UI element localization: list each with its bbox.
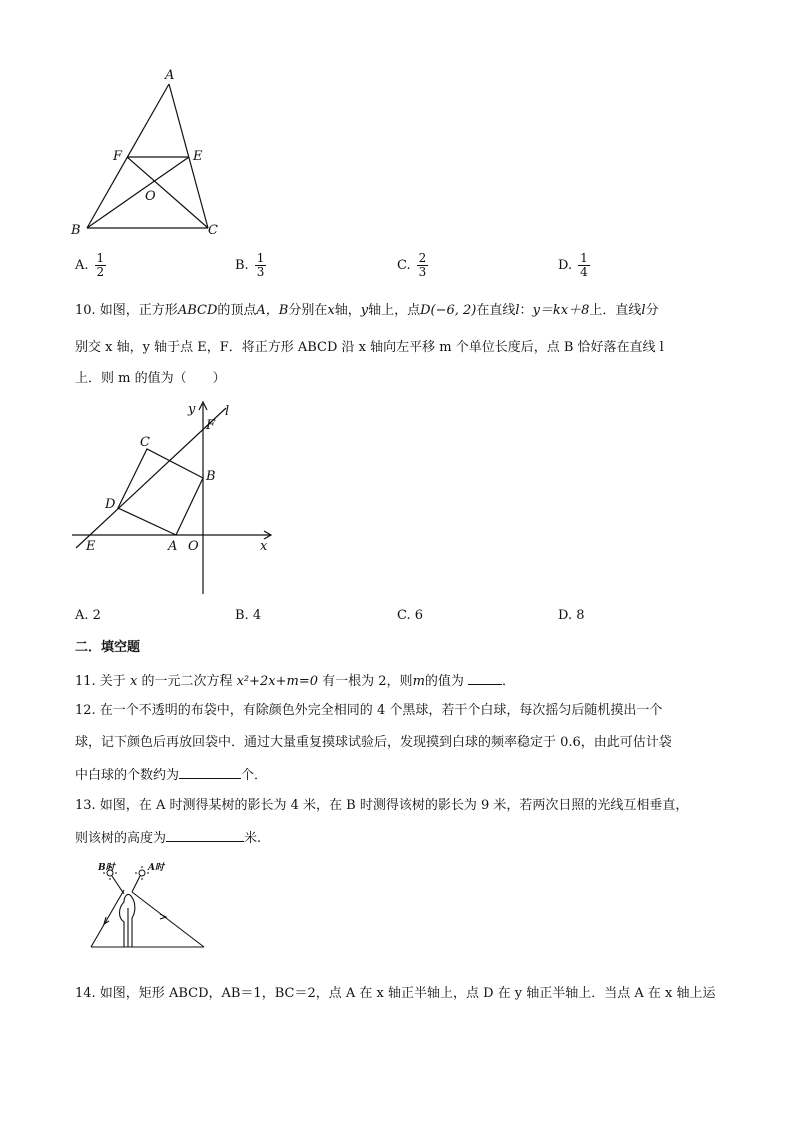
label-y: y [188, 402, 196, 417]
fraction: $\frac{1}{2}$ [96, 251, 105, 279]
q10-line-3: 上．则 m 的值为（ ） [75, 371, 226, 386]
label-B: B [71, 223, 81, 238]
label-E: E [86, 539, 96, 554]
label-A: A [165, 68, 175, 83]
label-C: C [208, 223, 218, 238]
q14-line-1: 14. 如图，矩形 ABCD，AB＝1，BC＝2，点 A 在 x 轴正半轴上，点 D 在 y 轴正半轴上．当点 A 在 x 轴上运 [75, 986, 716, 1001]
answer-blank[interactable] [166, 829, 244, 842]
q12-line-2: 球，记下颜色后再放回袋中．通过大量重复摸球试验后，发现摸到白球的频率稳定于 0.6，由此可估计袋 [75, 735, 672, 750]
q9-option-b[interactable] [235, 252, 266, 279]
label-x: x [260, 539, 268, 554]
label-E: E [193, 149, 203, 164]
fraction: $\frac{1}{4}$ [580, 251, 588, 279]
fraction: $\frac{2}{3}$ [418, 251, 427, 279]
q11-line: 11. 关于 x 的一元二次方程 x²+2x+m=0 有一根为 2，则m的值为 ． [75, 674, 516, 689]
label-F: F [206, 418, 216, 433]
q12-line-3: 中白球的个数约为 个． [75, 768, 268, 783]
q10-option-c[interactable]: C. 6 [397, 608, 424, 623]
option-letter: A. [75, 258, 89, 273]
label-l: l [225, 404, 230, 419]
q13-line-1: 13. 如图，在 A 时测得某树的影长为 4 米，在 B 时测得该树的影长为 9 米，若两次日照的光线互相垂直， [75, 798, 689, 813]
sun-icon [135, 866, 149, 880]
q9-option-c[interactable] [397, 252, 428, 279]
q10-option-a[interactable]: A. 2 [75, 608, 101, 623]
option-letter: B. [235, 258, 249, 273]
q10-line-1: 10. 如图，正方形ABCD的顶点A，B分别在x轴，y轴上，点D(−6, 2)在直线l：y＝kx＋8上．直线l分 [75, 303, 659, 318]
q10-line-2: 别交 x 轴，y 轴于点 E，F．将正方形 ABCD 沿 x 轴向左平移 m 个单位长度后，点 B 恰好落在直线 l [75, 340, 664, 355]
label-b-time: B时 [98, 863, 115, 873]
label-F: F [113, 149, 123, 164]
option-letter: D. [558, 258, 573, 273]
q12-line-1: 12. 在一个不透明的布袋中，有除颜色外完全相同的 4 个黑球，若干个白球，每次摇匀后随机摸出一个 [75, 703, 663, 718]
q13-line-2: 则该树的高度为 米. [75, 831, 262, 846]
label-a-time: A时 [148, 863, 164, 873]
coordinate-figure [68, 398, 278, 596]
q10-option-b[interactable]: B. 4 [235, 608, 262, 623]
label-O: O [145, 189, 156, 204]
option-letter: C. [397, 258, 411, 273]
label-B: B [206, 469, 216, 484]
answer-blank[interactable] [468, 672, 502, 685]
answer-blank[interactable] [179, 766, 241, 779]
label-O: O [188, 539, 199, 554]
q9-option-a[interactable] [75, 252, 106, 279]
fraction: $\frac{1}{3}$ [256, 251, 265, 279]
section-heading: 二．填空题 [75, 640, 141, 655]
triangle-figure [65, 62, 235, 242]
label-C: C [140, 435, 150, 450]
tree-shadow-figure [86, 862, 210, 952]
label-A: A [168, 539, 178, 554]
q9-option-d[interactable] [558, 252, 590, 279]
q10-option-d[interactable]: D. 8 [558, 608, 585, 623]
label-D: D [105, 497, 116, 512]
